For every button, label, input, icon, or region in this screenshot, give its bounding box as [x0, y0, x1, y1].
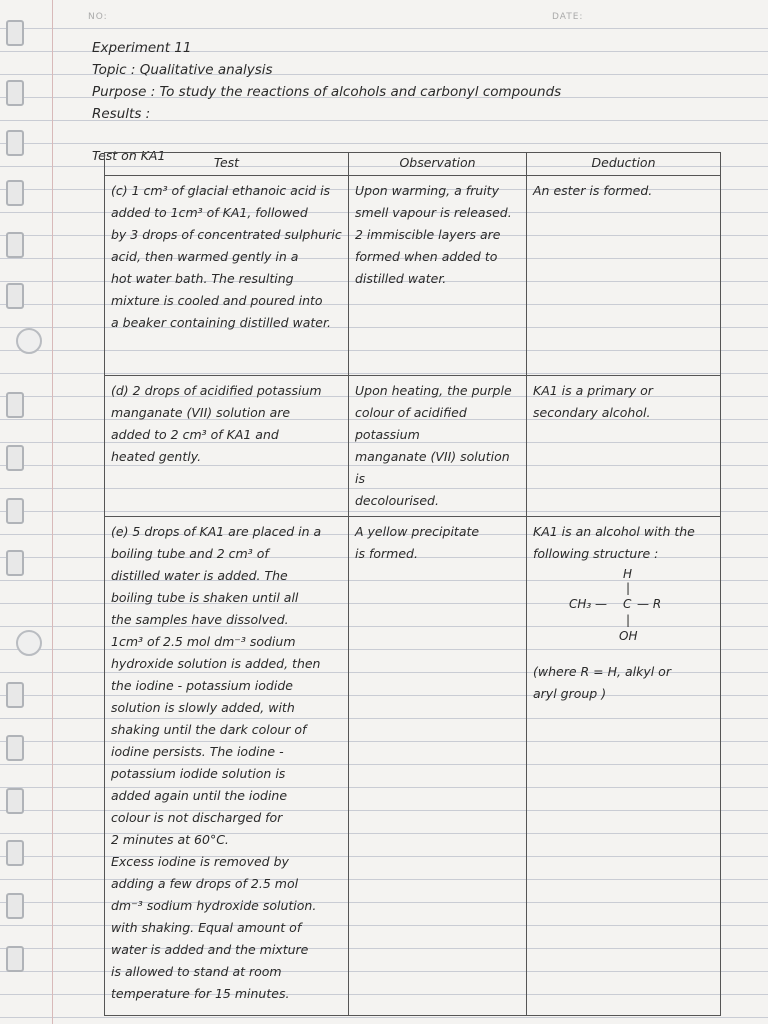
formula-h: H: [623, 567, 633, 581]
formula-ch3: CH₃ —: [569, 597, 608, 611]
binding-ring: [6, 180, 24, 206]
binding-ring: [6, 682, 24, 708]
structural-formula: [533, 567, 714, 653]
binding-ring: [6, 130, 24, 156]
deduction-text: KA1 is an alcohol with the following structure :: [533, 524, 695, 561]
purpose-line: Purpose : To study the reactions of alcohols and carbonyl compounds: [92, 84, 562, 100]
formula-oh: OH: [619, 629, 638, 643]
deduction-cell: [527, 517, 721, 1016]
test-on-label: Test on KA1: [92, 148, 166, 163]
topic-line: Topic : Qualitative analysis: [92, 62, 273, 78]
header-deduction: Deduction: [527, 153, 721, 176]
no-label: NO:: [88, 12, 108, 22]
header-observation: Observation: [349, 153, 527, 176]
spiral-binding: [0, 0, 28, 1024]
punch-hole: [16, 328, 42, 354]
formula-bond-top: |: [626, 581, 631, 595]
observation-cell: Upon warming, a fruity smell vapour is released. 2 immiscible layers are formed when added to distilled water.: [349, 176, 527, 376]
deduction-cell: KA1 is a primary or secondary alcohol.: [527, 376, 721, 517]
results-table: [104, 152, 721, 1016]
header-test: Test: [105, 153, 349, 176]
observation-cell: A yellow precipitate is formed.: [349, 517, 527, 1016]
table-row: [105, 517, 721, 1016]
formula-r: — R: [637, 597, 662, 611]
binding-ring: [6, 445, 24, 471]
test-cell: (d) 2 drops of acidified potassium manganate (VII) solution are added to 2 cm³ of KA1 and heated gently.: [105, 376, 349, 517]
binding-ring: [6, 788, 24, 814]
test-cell: (e) 5 drops of KA1 are placed in a boiling tube and 2 cm³ of distilled water is added. The boiling tube is shaken until all the samples have dissolved. 1cm³ of 2.5 mol dm⁻³ sodium hydroxide solution is added, then the iodine - potassium iodide solution is slowly added, with shaking until the dark colour of iodine persists. The iodine - potassium iodide solution is added again until the iodine colour is not discharged for 2 minutes at 60°C. Excess iodine is removed by adding a few drops of 2.5 mol dm⁻³ sodium hydroxide solution. with shaking. Equal amount of water is added and the mixture is allowed to stand at room temperature for 15 minutes.: [105, 517, 349, 1016]
date-label: DATE:: [552, 12, 584, 22]
formula-bond-bottom: |: [626, 613, 631, 627]
deduction-cell: An ester is formed.: [527, 176, 721, 376]
binding-ring: [6, 80, 24, 106]
margin-line: [52, 0, 53, 1024]
observation-cell: Upon heating, the purple colour of acidified potassium manganate (VII) solution is decolourised.: [349, 376, 527, 517]
binding-ring: [6, 840, 24, 866]
experiment-title: Experiment 11: [92, 40, 192, 56]
table-row: [105, 176, 721, 376]
binding-ring: [6, 946, 24, 972]
binding-ring: [6, 232, 24, 258]
punch-hole: [16, 630, 42, 656]
deduction-note: (where R = H, alkyl or aryl group ): [533, 664, 671, 701]
test-cell: (c) 1 cm³ of glacial ethanoic acid is added to 1cm³ of KA1, followed by 3 drops of concentrated sulphuric acid, then warmed gently in a hot water bath. The resulting mixture is cooled and poured into a beaker containing distilled water.: [105, 176, 349, 376]
binding-ring: [6, 735, 24, 761]
binding-ring: [6, 498, 24, 524]
table-row: [105, 376, 721, 517]
formula-c: C: [623, 597, 632, 611]
results-label: Results :: [92, 106, 151, 122]
binding-ring: [6, 550, 24, 576]
binding-ring: [6, 392, 24, 418]
table-header-row: [105, 153, 721, 176]
binding-ring: [6, 20, 24, 46]
binding-ring: [6, 893, 24, 919]
binding-ring: [6, 283, 24, 309]
